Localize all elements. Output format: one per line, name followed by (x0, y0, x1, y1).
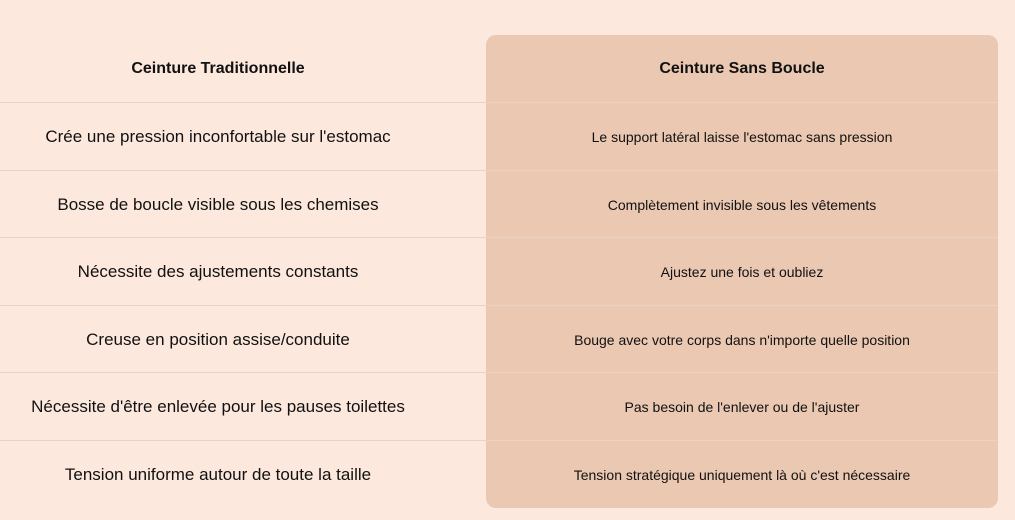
traditional-cell: Nécessite d'être enlevée pour les pauses toilettes (31, 397, 405, 416)
table-row (0, 170, 998, 239)
table-row (0, 102, 998, 171)
table-row (0, 372, 998, 441)
header-traditional-belt: Ceinture Traditionnelle (131, 60, 305, 77)
buckleless-cell: Complètement invisible sous les vêtements (607, 197, 877, 213)
buckleless-cell: Ajustez une fois et oubliez (660, 264, 824, 280)
table-row (0, 305, 998, 374)
comparison-table (0, 35, 1000, 508)
traditional-cell: Tension uniforme autour de toute la taille (64, 465, 372, 484)
buckleless-cell: Tension stratégique uniquement là où c'est nécessaire (573, 467, 911, 483)
table-row (0, 237, 998, 306)
traditional-cell: Crée une pression inconfortable sur l'estomac (45, 127, 391, 146)
table-header-row (0, 35, 998, 103)
traditional-cell: Bosse de boucle visible sous les chemises (57, 195, 379, 214)
buckleless-cell: Pas besoin de l'enlever ou de l'ajuster (624, 399, 860, 415)
header-buckleless-belt: Ceinture Sans Boucle (659, 60, 825, 77)
buckleless-cell: Bouge avec votre corps dans n'importe quelle position (574, 332, 910, 348)
table-row (0, 440, 998, 509)
traditional-cell: Creuse en position assise/conduite (86, 330, 350, 349)
buckleless-cell: Le support latéral laisse l'estomac sans pression (591, 129, 893, 145)
traditional-cell: Nécessite des ajustements constants (77, 262, 359, 281)
